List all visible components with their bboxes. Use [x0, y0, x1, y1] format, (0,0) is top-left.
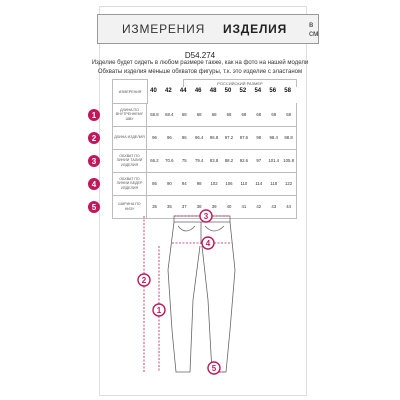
row-label: ОБХВАТ ПО ЛИНИИ ТАЛИИ ИЗДЕЛИЯ — [113, 149, 147, 172]
table-cell: 96.8 — [209, 135, 219, 140]
row-label: ДЛИНА ИЗДЕЛИЯ — [113, 126, 147, 149]
diagram-badges — [138, 210, 220, 374]
measure-lines — [141, 216, 232, 372]
header-word-measurements: ИЗМЕРЕНИЯ — [122, 22, 206, 36]
table-cell: 42 — [256, 204, 262, 209]
row-number-badge: 5 — [88, 201, 100, 213]
table-cell: 83.8 — [209, 158, 219, 163]
table-cell: 102 — [210, 181, 218, 186]
table-cell: 35 — [166, 204, 172, 209]
table-cell: 38 — [196, 204, 202, 209]
table-cell: 68 — [271, 112, 277, 117]
row-number-badge: 4 — [88, 178, 100, 190]
table-cell: 88.2 — [224, 158, 234, 163]
diagram-label-2: 2 — [141, 276, 147, 285]
table-cell: 94 — [181, 181, 187, 186]
table-cell: 43 — [271, 204, 277, 209]
table-cell: 68 — [181, 112, 187, 117]
size-header-48: 48 — [209, 88, 217, 94]
table-cell: 68 — [196, 112, 202, 117]
table-cell: 68.4 — [165, 112, 174, 117]
size-header-58: 58 — [284, 88, 291, 94]
size-header-44: 44 — [179, 88, 187, 94]
row-label: ОБХВАТ ПО ЛИНИИ БЕДЕР ИЗДЕЛИЯ — [113, 172, 147, 195]
pocket-left — [178, 226, 195, 231]
size-header-52: 52 — [239, 88, 247, 94]
table-cell: 68 — [226, 112, 232, 117]
size-header-46: 46 — [194, 88, 202, 94]
pocket-right — [205, 226, 224, 231]
table-cell: 96 — [166, 135, 172, 140]
row-number-badge: 2 — [88, 132, 100, 144]
table-cell: 90 — [166, 181, 172, 186]
table-cell: 92.6 — [239, 158, 249, 163]
diagram-label-1: 1 — [156, 306, 162, 315]
table-cell: 105.8 — [283, 158, 294, 163]
table-cell: 39 — [211, 204, 217, 209]
size-header-42: 42 — [165, 88, 172, 94]
table-cell: 70.6 — [165, 158, 174, 163]
header-word-product: ИЗДЕЛИЯ — [223, 22, 288, 36]
table-cell: 68 — [241, 112, 247, 117]
table-cell: 97 — [256, 158, 262, 163]
table-cell: 44 — [286, 204, 291, 209]
table-cell: 68 — [256, 112, 262, 117]
table-cell: 68 — [286, 112, 291, 117]
size-header-50: 50 — [224, 88, 232, 94]
param-header-cell: ИЗМЕРЕНИЯ — [112, 79, 148, 104]
size-range-label: РОССИЙСКИЙ РАЗМЕР — [183, 79, 297, 87]
table-cell: 98 — [256, 135, 262, 140]
table-cell: 68 — [211, 112, 217, 117]
table-cell: 41 — [241, 204, 247, 209]
table-cell: 98.4 — [269, 135, 278, 140]
table-cell: 114 — [255, 181, 263, 186]
table-cell: 86 — [152, 181, 157, 186]
table-cell: 66.2 — [150, 158, 159, 163]
jeans-outline — [168, 216, 235, 372]
table-cell: 96.4 — [194, 135, 204, 140]
table-cell: 75 — [181, 158, 187, 163]
table-cell: 97.6 — [239, 135, 249, 140]
row-label: ДЛИНА ПО ВНУТРЕННЕМУ ШВУ — [113, 103, 147, 126]
table-cell: 98.8 — [284, 135, 293, 140]
table-cell: 37 — [181, 204, 187, 209]
header-unit: в см — [309, 20, 319, 38]
diagram-label-5: 5 — [211, 364, 217, 373]
table-cell: 98 — [196, 181, 202, 186]
article-code: D54.274 — [184, 51, 216, 60]
table-cell: 101.4 — [268, 158, 280, 163]
table-cell: 68.8 — [150, 112, 159, 117]
row-number-badge: 1 — [88, 109, 100, 121]
table-cell: 79.4 — [194, 158, 204, 163]
row-label: ШИРИНА ПО НИЗУ — [113, 195, 147, 218]
table-cell: 118 — [270, 181, 278, 186]
table-cell: 110 — [240, 181, 248, 186]
row-number-badge: 3 — [88, 155, 100, 167]
table-cell: 35 — [152, 204, 157, 209]
elastane-note: Обхваты изделия меньше обхватов фигуры, т.к. это изделие с эластаном — [97, 69, 303, 75]
table-cell: 106 — [225, 181, 233, 186]
diagram-label-3: 3 — [203, 212, 209, 221]
table-cell: 40 — [226, 204, 232, 209]
diagram-label-4: 4 — [205, 239, 211, 248]
table-cell: 97.2 — [224, 135, 234, 140]
fit-note: Изделие будет сидеть в любом размере также, как на фото на нашей модели — [91, 60, 309, 66]
left-leg — [168, 222, 200, 372]
size-header-56: 56 — [269, 88, 277, 94]
size-header-40: 40 — [150, 88, 157, 94]
table-cell: 96 — [152, 135, 157, 140]
table-cell: 96 — [181, 135, 187, 140]
table-cell: 122 — [285, 181, 293, 186]
size-header-54: 54 — [254, 88, 262, 94]
